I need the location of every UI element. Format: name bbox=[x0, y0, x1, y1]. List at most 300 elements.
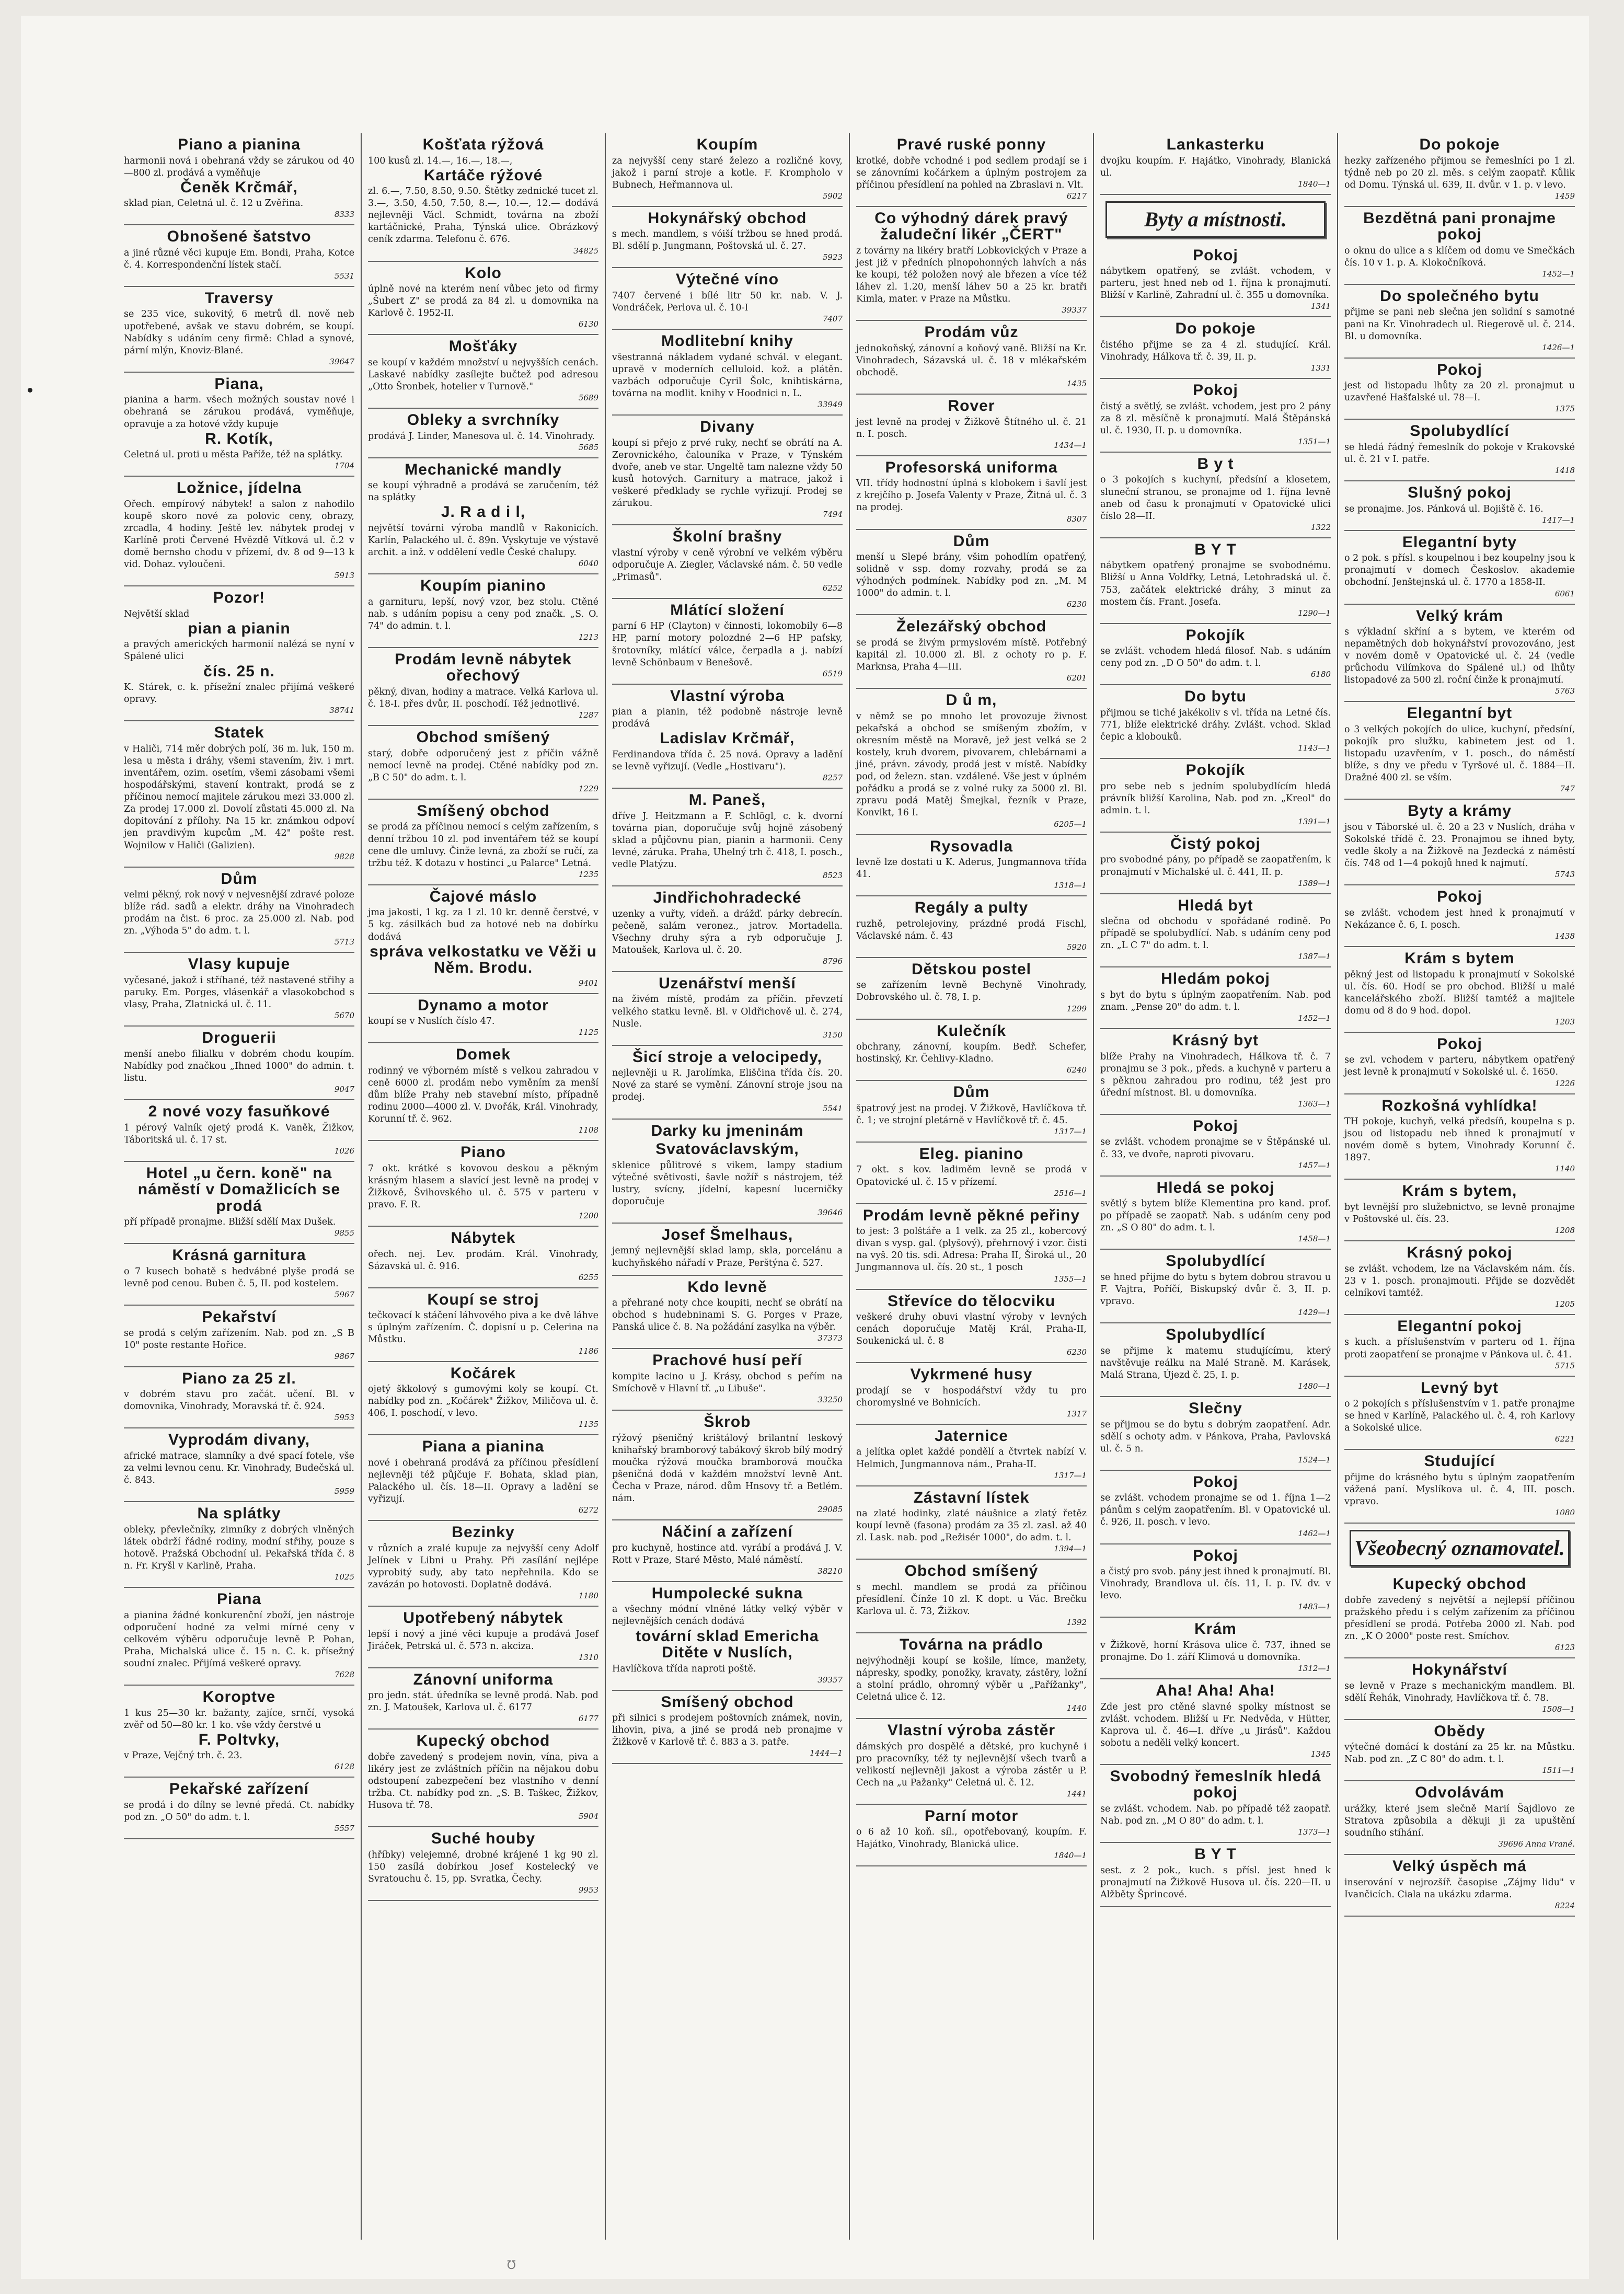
classified-ad bbox=[1100, 1397, 1331, 1471]
ad-code: 37373 bbox=[817, 1333, 843, 1343]
ad-title: Mechanické mandly bbox=[405, 460, 562, 478]
ad-code: 1317 bbox=[1066, 1409, 1087, 1419]
ad-title: Prachové husí peří bbox=[652, 1352, 802, 1369]
ad-code: 7407 bbox=[822, 314, 843, 324]
classified-ad bbox=[124, 1686, 354, 1778]
ad-subtitle: Ladislav Krčmář, bbox=[660, 730, 795, 747]
classified-ad bbox=[368, 1362, 598, 1436]
classified-ad bbox=[368, 133, 598, 262]
ad-title: Piana a pianina bbox=[422, 1438, 545, 1456]
ad-text: pěkný jest od listopadu k pronajmutí v Sokolské ul. čís. 60. Hodí se pro obchod. Bližší u malé kancelářského zboží. Bližší tamtéž a majitele domu od 8 do 9 hod. dopol. bbox=[1344, 969, 1575, 1016]
ad-code: 1203 bbox=[1554, 1017, 1575, 1027]
ad-title: Pokoj bbox=[1193, 246, 1238, 264]
ad-text: 7 okt. krátké s kovovou deskou a pěkným krásným hlasem a slavící jest levně na prodej v Žižkově, Švihovského ul. č. 575 v parteru v pravo. F. R. bbox=[368, 1163, 598, 1210]
ad-title: Hledá se pokoj bbox=[1156, 1179, 1275, 1196]
ad-title: Prodám levně pěkné peřiny bbox=[862, 1206, 1080, 1224]
ad-title: Regály a pulty bbox=[914, 899, 1029, 917]
classified-ad bbox=[856, 896, 1087, 958]
ad-text: pro svobodné pány, po případě se zaopatřením, k pronajmutí v Michalské ul. č. 441, II. p. bbox=[1100, 855, 1331, 878]
classified-ad bbox=[1100, 1177, 1331, 1250]
ad-text: se zvlášt. vchodem jest hned k pronajmutí v Nekázance č. 6, I. posch. bbox=[1344, 907, 1575, 930]
classified-ad bbox=[856, 530, 1087, 616]
classified-ad bbox=[368, 1141, 598, 1227]
ad-code: 9401 bbox=[578, 978, 598, 988]
ad-title: Šicí stroje a velocipedy, bbox=[632, 1048, 822, 1066]
ad-code: 6205—1 bbox=[1054, 819, 1087, 829]
ad-text: Havlíčkova třída naproti poště. bbox=[612, 1663, 756, 1674]
ad-title: Pokoj bbox=[1193, 382, 1238, 399]
ad-code: 5743 bbox=[1554, 870, 1575, 880]
ad-title: Hledá byt bbox=[1178, 896, 1253, 914]
classified-ad bbox=[612, 416, 843, 525]
classified-ad bbox=[856, 1719, 1087, 1805]
ad-text: to jest: 3 polštáře a 1 velk. za 25 zl., kobercový divan s vysp. gal. (plyšový), přehrnový i vzor. čisti na vyš. 20 tis. sdi. Adresa: Praha II, Široká ul., 20 Jungmannova ul. čís. 20 st., 1 posch bbox=[856, 1226, 1087, 1273]
classified-columns bbox=[118, 133, 1581, 2240]
ad-code: 1322 bbox=[1310, 522, 1331, 532]
ad-title: Dynamo a motor bbox=[418, 996, 549, 1014]
ad-text: harmonii nová i obehraná vždy se zárukou od 40—800 zl. prodává a vyměňuje bbox=[124, 155, 354, 178]
ad-text: prodají se v hospodářství vždy tu pro choromyslné ve Bohnicích. bbox=[856, 1385, 1087, 1408]
ad-title: 2 nové vozy fasuňkové bbox=[148, 1103, 330, 1121]
ad-text: o 2 pok. s přísl. s koupelnou i bez koupelny jsou k pronajmutí v domech Českoslov. akademie obchodní. Jenštejnská ul. č. 1770 a 1858-II. bbox=[1344, 553, 1575, 588]
ad-title: Vlastní výroba zástěr bbox=[887, 1722, 1056, 1739]
ad-subtitle: Svatováclavským, bbox=[655, 1140, 799, 1158]
ad-title: Náčiní a zařízení bbox=[662, 1523, 793, 1541]
ad-code: 5541 bbox=[822, 1103, 843, 1113]
column bbox=[849, 133, 1093, 2240]
ad-title: Jindřichohradecké bbox=[653, 889, 802, 907]
ad-title: Aha! Aha! Aha! bbox=[1156, 1682, 1275, 1700]
classified-ad bbox=[612, 1120, 843, 1224]
ad-text: se zvlášt. vchodem, lze na Václavském nám. čís. 23 v 1. posch. pronajmouti. Přijde se dozvědět celníkovi tamtéž. bbox=[1344, 1263, 1575, 1298]
classified-ad bbox=[124, 1244, 354, 1306]
column bbox=[1093, 133, 1337, 2240]
ad-title: Piano bbox=[460, 1144, 506, 1161]
classified-ad bbox=[124, 1027, 354, 1100]
ad-code: 9855 bbox=[334, 1228, 354, 1238]
ad-text: za nejvyšší ceny staré železo a rozličné kovy, jakož i parní stroje a kotle. F. Krompholo v Bubnech, Heřmannova ul. bbox=[612, 155, 843, 190]
ad-text: dobře zavedený s největší a nejlepší příčinou pražského předu i s celým zařízením za příčinou přesídlení se prodá. Potřeba 2000 zl. Nab. pod zn. „K O 2000" poste rest. Smíchov. bbox=[1344, 1595, 1575, 1642]
ad-code: 1205 bbox=[1554, 1299, 1575, 1309]
ad-text: se zvlášt. vchodem pronajme se v Štěpánské ul. č. 33, ve dvoře, naproti pivovaru. bbox=[1100, 1137, 1331, 1160]
ad-text: urážky, které jsem slečně Marií Šajdlovo ze Stratova způsobila a děkuji ji za upuštění soudního stíhání. bbox=[1344, 1803, 1575, 1839]
ad-text: se zvlášt. vchodem pronajme se od 1. října 1—2 pánům s celým zaopatřením. Bl. v Opatovické ul. č. 926, II. posch. v levo. bbox=[1100, 1493, 1331, 1528]
ad-code: 5959 bbox=[334, 1486, 354, 1496]
ad-code: 1125 bbox=[578, 1028, 598, 1038]
section-heading: Všeobecný oznamovatel. bbox=[1350, 1530, 1570, 1566]
classified-ad bbox=[856, 1805, 1087, 1866]
ad-code: 6123 bbox=[1554, 1643, 1575, 1653]
ad-text: se zvlášt. vchodem hledá filosof. Nab. s udáním ceny pod zn. „D O 50" do adm. t. l. bbox=[1100, 646, 1331, 669]
ad-text: přijme se pani neb slečna jen solidní s samotné pani na Kr. Vinohradech ul. Riegerově ul. č. 214. Bl. u domovníka. bbox=[1344, 307, 1575, 342]
ad-title: Obchod smíšený bbox=[904, 1562, 1039, 1580]
ad-title: Továrna na prádlo bbox=[900, 1636, 1043, 1654]
classified-ad bbox=[856, 835, 1087, 897]
ad-code: 1317—1 bbox=[1054, 1470, 1087, 1480]
ad-code: 6221 bbox=[1554, 1434, 1575, 1444]
ad-title: Pekařské zařízení bbox=[169, 1780, 309, 1798]
ad-code: 8307 bbox=[1066, 514, 1087, 524]
ad-title: Traversy bbox=[204, 289, 274, 307]
ad-text: ojetý škkolový s gumovými koly se koupí. Ct. nabídky pod zn. „Kočárek" Žižkov, Miličova ul. č. 406, I. poschodí, v levo. bbox=[368, 1384, 598, 1419]
classified-ad bbox=[612, 1582, 843, 1691]
ad-text: tečkovací k stáčení láhvového piva a ke dvě láhve s úplným zařízením. Č. dopisní u p. Celerina na Můstku. bbox=[368, 1310, 598, 1345]
ad-title: B y t bbox=[1197, 455, 1234, 472]
ad-code: 33949 bbox=[817, 400, 843, 410]
ad-text: jma jakosti, 1 kg. za 1 zl. 10 kr. denně čerstvé, v 5 kg. zásilkách bud za hotové neb na dobírku dodává bbox=[368, 907, 598, 942]
classified-ad bbox=[856, 395, 1087, 456]
ad-title: Co výhodný dárek pravý žaludeční likér „ČERT" bbox=[874, 209, 1068, 244]
ad-code: 5689 bbox=[578, 393, 598, 403]
ad-text: s mech. mandlem, s vóiší tržbou se hned prodá. Bl. sdělí p. Jungmann, Poštovská ul. č. 27. bbox=[612, 229, 843, 252]
ad-code: 1080 bbox=[1554, 1508, 1575, 1518]
ad-text: pro kuchyně, hostince atd. vyrábí a prodává J. V. Rott v Praze, Staré Město, Malé náměstí. bbox=[612, 1542, 843, 1565]
ad-text: v Praze, Vejčný trh. č. 23. bbox=[124, 1750, 243, 1761]
classified-ad bbox=[368, 1827, 598, 1901]
ad-text: přijmou se tiché jakékoliv s vl. třída na Letné čís. 771, blíže elektrické dráhy. Zvlášt. vchod. Sklad čepic a klobouků. bbox=[1100, 707, 1331, 743]
ad-code: 5904 bbox=[578, 1812, 598, 1822]
ad-text: menší u Slepé brány, všim pohodlím opatřený, solidně v ssp. domy rozvahy, prodá se za výhodných podmínek. Nabídky pod zn. „M. M 1000" do admin. t. l. bbox=[856, 552, 1087, 599]
classified-ad bbox=[612, 599, 843, 685]
ad-code: 1331 bbox=[1310, 363, 1331, 373]
punch-hole bbox=[28, 388, 32, 393]
ad-code: 29085 bbox=[817, 1505, 843, 1515]
ad-title: Obědy bbox=[1434, 1722, 1485, 1740]
ad-code: 6201 bbox=[1066, 673, 1087, 683]
ad-code: 1143—1 bbox=[1298, 743, 1331, 753]
ad-title: Prodám levně nábytek ořechový bbox=[395, 650, 572, 685]
ad-code: 9867 bbox=[334, 1351, 354, 1361]
ad-title: Zánovní uniforma bbox=[413, 1670, 554, 1688]
ad-code: 1287 bbox=[578, 710, 598, 720]
ad-title: Pokoj bbox=[1193, 1547, 1238, 1564]
classified-ad bbox=[1100, 379, 1331, 453]
ad-title: Lankasterku bbox=[1166, 136, 1265, 153]
ad-code: 1441 bbox=[1066, 1789, 1087, 1799]
ad-code: 6217 bbox=[1066, 191, 1087, 201]
ad-code: 1351—1 bbox=[1298, 436, 1331, 446]
ad-code: 6230 bbox=[1066, 1347, 1087, 1357]
classified-ad bbox=[368, 1043, 598, 1141]
classified-ad bbox=[124, 953, 354, 1027]
footer-mark: Ʊ bbox=[507, 2259, 516, 2272]
ad-text: velmi pěkný, rok nový v nejvesnější zdravé poloze blíže rád. sadů a elektr. dráhy na Vinohradech prodám na čist. 6 proc. za 25.000 zl. Nab. pod zn. „Výhoda 5" do adm. t. l. bbox=[124, 890, 354, 937]
ad-text: nejlevněji u R. Jarolímka, Eliščina třída čís. 20. Nové za staré se vymění. Zánovní stroje jsou na prodej. bbox=[612, 1068, 843, 1103]
ad-title: Jaternice bbox=[935, 1427, 1008, 1445]
ad-code: 1026 bbox=[334, 1146, 354, 1156]
ad-text: rodinný ve výborném místě s velkou zahradou v ceně 6000 zl. prodám nebo vyměním za menší dům blíže Prahy neb stavební místo, případně rodinu 2000—4000 zl. V. Dvořák, Král. Vinohrady, Korunní tř. č. 962. bbox=[368, 1065, 598, 1125]
ad-text: ořech. nej. Lev. prodám. Král. Vinohrady, Sázavská ul. č. 916. bbox=[368, 1249, 598, 1272]
ad-text: se přijme k matemu studujícímu, který navštěvuje reálku na Malé Straně. M. Karásek, Malá Strana, Újezd č. 25, I. p. bbox=[1100, 1345, 1331, 1380]
classified-ad bbox=[124, 1588, 354, 1686]
ad-title: Parní motor bbox=[924, 1807, 1019, 1825]
ad-text: inserování v nejrozšíř. časopise „Zájmy lidu" v Ivančicích. Ciala na ukázku zdarma. bbox=[1344, 1877, 1575, 1900]
ad-code: 1452—1 bbox=[1298, 1013, 1331, 1023]
ad-text: v dobrém stavu pro začát. učení. Bl. v domovnika, Vinohrady, Moravská tř. č. 924. bbox=[124, 1389, 354, 1412]
ad-title: Velký úspěch má bbox=[1392, 1858, 1527, 1875]
ad-text: dámských pro dospělé a dětské, pro kuchyně i pro pracovníky, též ty nejlevnější všech tvarů a velikostí nejlevněji jakost a výroba zástěr u P. Cech na „u Pažanky" Celetná ul. č. 12. bbox=[856, 1741, 1087, 1788]
ad-text: krotké, dobře vchodné i pod sedlem prodají se i se zánovními kočárkem a úplným postrojem za příčinou přesídlení na pohled na Zbraslavi n. Vlt. bbox=[856, 155, 1087, 190]
ad-code: 1524—1 bbox=[1298, 1455, 1331, 1465]
classified-ad bbox=[612, 1349, 843, 1411]
ad-title: Smíšený obchod bbox=[417, 802, 550, 820]
ad-text: úplně nové na kterém není vůbec jeto od firmy „Šubert Z" se prodá za 84 zl. u domovnika na Karlově č. 1952-II. bbox=[368, 284, 598, 319]
classified-ad bbox=[1100, 1544, 1331, 1618]
ad-title: Dům bbox=[953, 1083, 990, 1101]
classified-ad bbox=[124, 1428, 354, 1502]
ad-title: Domek bbox=[455, 1046, 511, 1064]
ad-text: a jiné různé věci kupuje Em. Bondi, Praha, Kotce č. 4. Korrespondenční lístek stačí. bbox=[124, 247, 354, 270]
ad-title: Ložnice, jídelna bbox=[176, 479, 302, 497]
ad-code: 1391—1 bbox=[1298, 816, 1331, 826]
ad-text: nábytkem opatřený pronajme se svobodnému. Bližší u Anna Voldřky, Letná, Letohradská ul. č. 753, začátek elektrické dráhy, 3 minut za mostem čís. Frant. Josefa. bbox=[1100, 560, 1331, 607]
classified-ad bbox=[124, 225, 354, 287]
ad-text: koupí se v Nuslích číslo 47. bbox=[368, 1016, 495, 1027]
ad-text: jest od listopadu lhůty za 20 zl. pronajmut u uzavřené Hašťalské ul. 78—I. bbox=[1344, 381, 1575, 404]
ad-code: 1480—1 bbox=[1298, 1381, 1331, 1391]
ad-text: nejvýhodněji koupí se košile, límce, manžety, nápresky, spodky, ponožky, kravaty, zástěry, ložní a stolní prádlo, ohromný výběr u „Pařížanky", Celetná ulice č. 12. bbox=[856, 1655, 1087, 1702]
ad-title: Železářský obchod bbox=[896, 618, 1047, 636]
ad-text: menší anebo filialku v dobrém chodu koupím. Nabídky pod značkou „Ihned 1000" do admin. t. listu. bbox=[124, 1048, 354, 1083]
classified-ad bbox=[124, 477, 354, 586]
ad-title: Prodám vůz bbox=[924, 324, 1019, 341]
classified-ad bbox=[1100, 133, 1331, 195]
ad-text: s výkladní skříní a s bytem, ve kterém od nepamětných dob hokynářství provozováno, jest v novém domě v Opatovické ul. č. 24 (vedle průchodu Vilímkova do Spálené ul.) od lhůty listopadové za 500 zl. roční činže k pronajmutí. bbox=[1344, 627, 1575, 686]
classified-ad bbox=[124, 287, 354, 373]
classified-ad bbox=[368, 1668, 598, 1730]
classified-ad bbox=[612, 207, 843, 269]
ad-text: jsou v Táborské ul. č. 20 a 23 v Nuslích, dráha v Sokolské třídě č. 23. Pronajmou se ihned byty, vedle školy a na Žižkově na Jezdecká z náměstí čís. 748 od 1—4 pokojů hned k najmutí. bbox=[1344, 822, 1575, 869]
classified-ad bbox=[368, 458, 598, 574]
classified-ad bbox=[612, 133, 843, 207]
ad-text: sest. z 2 pok., kuch. s přísl. jest hned k pronajmutí na Žižkově Husova ul. čís. 220—II. u Alžběty Šprincové. bbox=[1100, 1865, 1331, 1900]
ad-code: 1312—1 bbox=[1298, 1664, 1331, 1674]
classified-ad bbox=[856, 1143, 1087, 1204]
ad-code: 6255 bbox=[578, 1272, 598, 1282]
ad-title: Dům bbox=[221, 870, 258, 887]
ad-code: 1418 bbox=[1554, 466, 1575, 476]
ad-code: 38741 bbox=[329, 706, 354, 716]
ad-title: Kolo bbox=[465, 264, 502, 282]
ad-code: 5713 bbox=[334, 937, 354, 947]
ad-subtitle: čís. 25 n. bbox=[203, 662, 275, 680]
ad-title: Hledám pokoj bbox=[1161, 970, 1270, 988]
ad-text: kompite lacino u J. Krásy, obchod s peřím na Smíchově v Hlavní tř. „u Libuše". bbox=[612, 1371, 843, 1394]
ad-text: parní 6 HP (Clayton) v činnosti, lokomobily 6—8 HP, parní motory polozdné 2—6 HP paťsky, šrotovníky, mlátící válce, čerpadla a j. nabízí levně Schönbaum v Benešově. bbox=[612, 621, 843, 668]
ad-text: pro sebe neb s jedním spolubydlícím hledá právník bližší Karolina, Nab. pod zn. „Kreol" do admin. t. l. bbox=[1100, 781, 1331, 816]
classified-ad bbox=[368, 262, 598, 336]
ad-code: 33250 bbox=[817, 1395, 843, 1405]
ad-code: 1373—1 bbox=[1298, 1827, 1331, 1837]
newspaper-page bbox=[21, 16, 1589, 2279]
ad-code: 6519 bbox=[822, 668, 843, 678]
ad-code: 1226 bbox=[1554, 1078, 1575, 1088]
ad-title: Piano a pianina bbox=[177, 136, 301, 153]
ad-code: 1462—1 bbox=[1298, 1528, 1331, 1538]
ad-title: Mlátící složení bbox=[670, 601, 785, 619]
ad-title: Bezinky bbox=[452, 1524, 515, 1541]
classified-ad bbox=[1100, 1029, 1331, 1115]
classified-ad bbox=[1344, 481, 1575, 531]
ad-text: africké matrace, slamníky a dvé spací fotele, vše za velmi levnou cenu. Kr. Vinohrady, Budečská ul. č. 843. bbox=[124, 1450, 354, 1486]
ad-title: Rysovadla bbox=[929, 837, 1013, 855]
ad-title: Obleky a svrchníky bbox=[407, 411, 560, 429]
ad-code: 9828 bbox=[334, 851, 354, 861]
ad-code: 1392 bbox=[1066, 1618, 1087, 1628]
classified-ad bbox=[1100, 1250, 1331, 1323]
ad-code: 39647 bbox=[329, 356, 354, 366]
classified-ad bbox=[124, 1162, 354, 1244]
ad-title: Krásný pokoj bbox=[1407, 1244, 1513, 1262]
ad-title: Kočárek bbox=[450, 1364, 516, 1382]
ad-code: 1840—1 bbox=[1298, 179, 1331, 189]
classified-ad bbox=[856, 1486, 1087, 1560]
classified-ad bbox=[612, 972, 843, 1046]
ad-code: 1025 bbox=[334, 1572, 354, 1582]
ad-code: 1341 bbox=[1310, 302, 1331, 312]
ad-title: Do bytu bbox=[1184, 688, 1247, 706]
classified-ad bbox=[1100, 1471, 1331, 1544]
ad-code: 5670 bbox=[334, 1011, 354, 1021]
ad-code: 1483—1 bbox=[1298, 1602, 1331, 1612]
ad-title: Elegantní pokoj bbox=[1397, 1317, 1522, 1335]
ad-title: Velký krám bbox=[1416, 607, 1503, 625]
ad-text: na živém místě, prodám za příčin. převzetí velkého statku levně. Bl. v Oldřichově ul. č. 274, Nusle. bbox=[612, 994, 843, 1029]
ad-text: pro jedn. stát. úředníka se levně prodá. Nab. pod zn. J. Matoušek, Karlova ul. č. 6177 bbox=[368, 1690, 598, 1713]
ad-title: Obnošené šatstvo bbox=[167, 228, 312, 246]
ad-text: obchrany, zánovní, koupím. Bedř. Schefer, hostinský, Kr. Čehlivy-Kladno. bbox=[856, 1042, 1087, 1065]
classified-ad bbox=[124, 373, 354, 477]
ad-subtitle: tovární sklad Emericha Ditěte v Nuslích, bbox=[636, 1627, 819, 1661]
classified-ad bbox=[612, 685, 843, 789]
classified-ad bbox=[1100, 1618, 1331, 1679]
ad-code: 1458—1 bbox=[1298, 1234, 1331, 1244]
classified-ad bbox=[124, 586, 354, 721]
classified-ad bbox=[368, 409, 598, 458]
ad-title: Byty a krámy bbox=[1408, 802, 1512, 820]
ad-text: nové i obehraná prodává za příčinou přesídlení nejlevněji též půjčuje F. Bohata, sklad pian, Palackého ul. čís. 18—II. Opravy a ladění se vyřizují. bbox=[368, 1457, 598, 1505]
ad-text: výtečné domácí k dostání za 25 kr. na Můstku. Nab. pod zn. „Z C 80" do adm. t. l. bbox=[1344, 1742, 1575, 1765]
ad-text: blíže Prahy na Vinohradech, Hálkova tř. č. 7 pronajmu se 3 pok., předs. a kuchyně v parteru a s pěknou zahradou pro rodinu, též jest pro úřední místnost. Bl. u domovníka. bbox=[1100, 1051, 1331, 1098]
classified-ad bbox=[1344, 1241, 1575, 1315]
ad-code: 1108 bbox=[578, 1125, 598, 1135]
ad-code: 5763 bbox=[1554, 686, 1575, 696]
ad-code: 1355—1 bbox=[1054, 1274, 1087, 1284]
classified-ad bbox=[1100, 244, 1331, 318]
ad-code: 6061 bbox=[1554, 589, 1575, 598]
ad-title: Mošťáky bbox=[448, 338, 518, 355]
ad-title: Obchod smíšený bbox=[416, 729, 550, 746]
ad-title: Pokojík bbox=[1185, 762, 1246, 779]
ad-text: na zlaté hodinky, zlaté náušnice a zlatý řetěz koupí levně (fasona) prodám za 35 zl. zasl. až 40 zl. Lask. nab. pod „Režisér 1000", do adm. t. l. bbox=[856, 1508, 1087, 1543]
ad-title: Piano za 25 zl. bbox=[182, 1369, 296, 1387]
ad-title: Košťata rýžová bbox=[422, 136, 544, 153]
ad-title: Krám bbox=[1194, 1620, 1237, 1638]
ad-text: dobře zavedený s prodejem novin, vína, piva a likéry jest ze zvláštních příčin na nějakou dobu odstoupení zabezpečení bez vlastního v denní tržba. Ct. nabídky pod zn. „S. B. Taškec, Žižkov, Husova tř. 78. bbox=[368, 1751, 598, 1811]
ad-text: přijme do krásného bytu s úplným zaopatřením vážená paní. Myslíkova ul. č. 4, III. posch. vpravo. bbox=[1344, 1472, 1575, 1507]
ad-title: M. Paneš, bbox=[688, 791, 766, 809]
ad-code: 9953 bbox=[578, 1885, 598, 1895]
classified-ad bbox=[368, 648, 598, 726]
ad-text: největší továrni výroba mandlů v Rakonicích. Karlín, Palackého ul. č. 89n. Vyskytuje ve výstavě archit. a inž. v oddělení vedle České chalupy. bbox=[368, 523, 598, 558]
ad-title: Studující bbox=[1424, 1453, 1495, 1470]
ad-title: Krásná garnitura bbox=[172, 1247, 306, 1264]
ad-code: 5967 bbox=[334, 1290, 354, 1299]
ad-title: Smíšený obchod bbox=[661, 1693, 794, 1711]
ad-text: se prodá se živým prmyslovém místě. Potřebný kapitál zl. 10.000 zl. Bl. z ochoty ro p. F. Marknsa, Praha 4—III. bbox=[856, 637, 1087, 673]
ad-title: Dům bbox=[953, 532, 990, 550]
ad-code: 5953 bbox=[334, 1413, 354, 1423]
ad-code: 6040 bbox=[578, 559, 598, 569]
ad-title: Pokoj bbox=[1437, 361, 1482, 378]
classified-ad bbox=[856, 1363, 1087, 1425]
classified-ad bbox=[612, 1691, 843, 1765]
ad-code: 1389—1 bbox=[1298, 878, 1331, 888]
ad-title: Střevíce do tělocviku bbox=[887, 1292, 1056, 1310]
ad-title: Suché houby bbox=[431, 1830, 536, 1848]
ad-code: 1375 bbox=[1554, 404, 1575, 414]
ad-title: Školní brašny bbox=[672, 528, 782, 546]
ad-code: 6130 bbox=[578, 319, 598, 329]
classified-ad bbox=[124, 1306, 354, 1367]
ad-title: Škrob bbox=[704, 1413, 751, 1431]
ad-code: 6177 bbox=[578, 1714, 598, 1724]
classified-ad bbox=[856, 689, 1087, 835]
ad-code: 6180 bbox=[1310, 670, 1331, 679]
classified-ad bbox=[124, 1502, 354, 1588]
ad-title: Odvolávám bbox=[1415, 1784, 1504, 1802]
ad-code: 1438 bbox=[1554, 931, 1575, 941]
ad-text: 1 pérový Valník ojetý prodá K. Vaněk, Žižkov, Táboritská ul. č. 17 st. bbox=[124, 1122, 354, 1145]
ad-code: 3150 bbox=[822, 1030, 843, 1040]
classified-ad bbox=[1100, 1765, 1331, 1843]
ad-title: Darky ku jmeninám bbox=[651, 1122, 804, 1139]
ad-code: 1318—1 bbox=[1054, 881, 1087, 891]
classified-ad bbox=[1344, 1450, 1575, 1524]
ad-text: hezky zařízeného přijmou se řemeslníci po 1 zl. týdně neb po 20 zl. měs. s celým zaopatř. Kůlik od Domu. Týnská ul. 639, II. dvůr. v 1. p. v levo. bbox=[1344, 155, 1575, 190]
ad-code: 6240 bbox=[1066, 1065, 1087, 1075]
ad-code: 1426—1 bbox=[1542, 342, 1575, 352]
ad-title: Na splátky bbox=[197, 1505, 281, 1523]
ad-title: Vlastní výroba bbox=[670, 687, 785, 705]
ad-code: 1363—1 bbox=[1298, 1099, 1331, 1109]
ad-code: 1429—1 bbox=[1298, 1308, 1331, 1318]
ad-code: 1208 bbox=[1554, 1226, 1575, 1236]
ad-title: Čajové máslo bbox=[429, 887, 537, 905]
ad-title: Krám s bytem bbox=[1404, 950, 1515, 967]
ad-text: byt levnější pro služebnictvo, se levně pronajme v Poštovské ul. čís. 23. bbox=[1344, 1202, 1575, 1225]
classified-ad bbox=[1100, 1843, 1331, 1907]
ad-text: koupí si přejo z prvé ruky, nechť se obrátí na A. Zerovnického, čalouníka v Praze, v Týnském dvoře, aneb ve star. Ungeltě tam nalezne vždy 50 kusů hotových. Garnitury a matrace, jakož i veškeré předklady se rychle vyřizují. Prodej se zárukou. bbox=[612, 437, 843, 509]
ad-title: Do pokoje bbox=[1419, 136, 1500, 153]
ad-text: 7407 červené i bílé litr 50 kr. nab. V. J. Vondráček, Perlova ul. č. 10-I bbox=[612, 290, 843, 314]
ad-code: 7494 bbox=[822, 510, 843, 520]
classified-ad bbox=[1100, 317, 1331, 379]
ad-text: a čistý pro svob. pány jest ihned k pronajmutí. Bl. Vinohrady, Brandlova ul. čís. 11, I. p. IV. dv. v levo. bbox=[1100, 1566, 1331, 1601]
ad-title: Vlasy kupuje bbox=[188, 955, 291, 973]
classified-ad bbox=[856, 1425, 1087, 1486]
ad-title: B Y T bbox=[1194, 1846, 1237, 1863]
ad-text: veškeré druhy obuvi vlastní výroby v levných cenách doporučuje Matěj Král, Praha-II, Soukenická ul. č. 8 bbox=[856, 1312, 1087, 1347]
ad-code: 1459 bbox=[1554, 191, 1575, 201]
ad-code: 1840—1 bbox=[1054, 1850, 1087, 1860]
ad-text: dvojku koupím. F. Hajátko, Vinohrady, Blanická ul. bbox=[1100, 155, 1331, 178]
ad-text: se zvl. vchodem v parteru, nábytkem opatřený jest levně k pronajmutí v Sokolské ul. č. 1650. bbox=[1344, 1055, 1575, 1078]
ad-code: 5913 bbox=[334, 571, 354, 581]
ad-text: se hned přijme do bytu s bytem dobrou stravou u F. Vajtra, Poříčí, Biskupský dvůr č. 3, II. p. vpravo. bbox=[1100, 1272, 1331, 1307]
ad-text: se levně v Praze s mechanickým mandlem. Bl. sdělí Řehák, Vinohrady, Havlíčkova tř. č. 78. bbox=[1344, 1680, 1575, 1703]
ad-text: a jelítka oplet každé pondělí a čtvrtek nabízí V. Helmich, Jungmannova nám., Praha-II. bbox=[856, 1447, 1087, 1470]
